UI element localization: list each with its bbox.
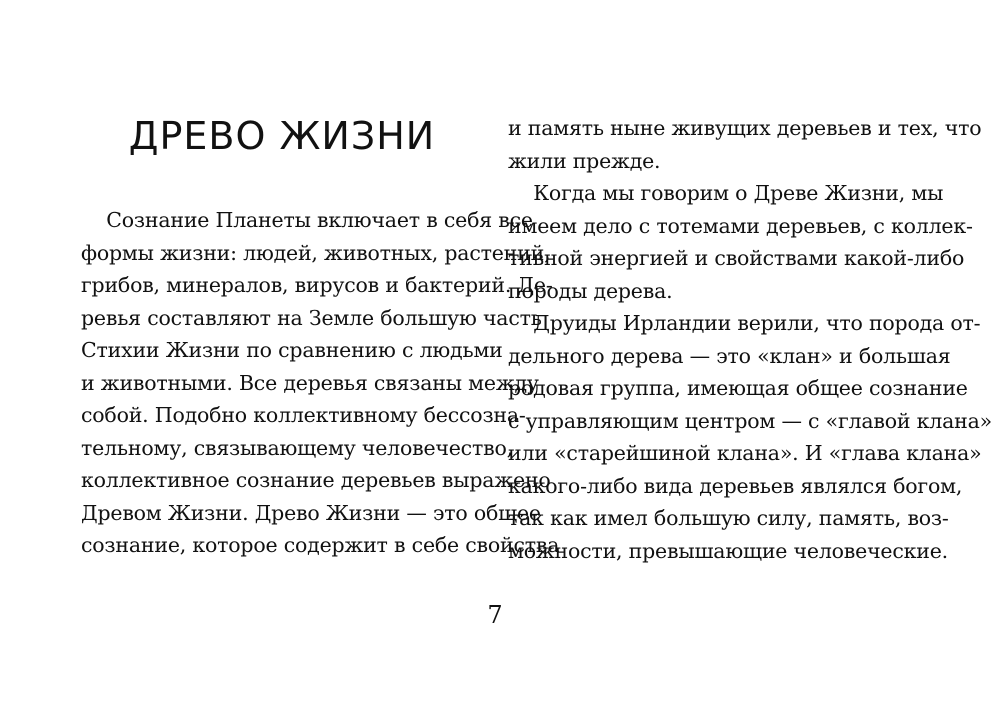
text-line: собой. Подобно коллективному бессозна- bbox=[81, 403, 526, 427]
text-line: Стихии Жизни по сравнению с людьми bbox=[81, 338, 503, 362]
text-line: родовая группа, имеющая общее сознание bbox=[508, 376, 968, 400]
text-line: коллективное сознание деревьев выражено bbox=[81, 468, 551, 492]
text-line: тельному, связывающему человечество, bbox=[81, 435, 513, 460]
text-line: так как имел большую силу, память, воз- bbox=[508, 506, 949, 530]
text-line: с управляющим центром — с «главой клана» bbox=[508, 408, 992, 433]
text-line: и память ныне живущих деревьев и тех, что bbox=[508, 116, 982, 140]
text-line: и животными. Все деревья связаны между bbox=[81, 370, 539, 395]
text-line: дельного дерева — это «клан» и большая bbox=[508, 343, 951, 368]
text-line: можности, превышающие человеческие. bbox=[508, 538, 948, 563]
text-line: тивной энергией и свойствами какой-либо bbox=[508, 246, 965, 270]
text-line: Древом Жизни. Древо Жизни — это общее bbox=[81, 500, 541, 525]
text-line: сознание, которое содержит в себе свойства bbox=[81, 533, 560, 557]
text-line: какого-либо вида деревьев являлся богом, bbox=[508, 473, 963, 498]
right-column bbox=[508, 112, 992, 567]
text-line: Когда мы говорим о Древе Жизни, мы bbox=[508, 181, 944, 205]
page-number: 7 bbox=[487, 601, 503, 629]
text-line: Сознание Планеты включает в себя все bbox=[81, 208, 533, 232]
text-line: породы дерева. bbox=[508, 278, 673, 303]
text-line: имеем дело с тотемами деревьев, с коллек- bbox=[508, 213, 973, 238]
text-line: ревья составляют на Земле большую часть bbox=[81, 305, 542, 330]
text-line: или «старейшиной клана». И «глава клана» bbox=[508, 441, 982, 465]
left-column bbox=[81, 204, 560, 562]
text-line: грибов, минералов, вирусов и бактерий. Де- bbox=[81, 273, 553, 297]
text-line: формы жизни: людей, животных, растений, bbox=[81, 240, 551, 265]
text-line: жили прежде. bbox=[508, 148, 661, 173]
text-line: Друиды Ирландии верили, что порода от- bbox=[508, 311, 981, 335]
chapter-title: ДРЕВО ЖИЗНИ bbox=[128, 114, 436, 158]
